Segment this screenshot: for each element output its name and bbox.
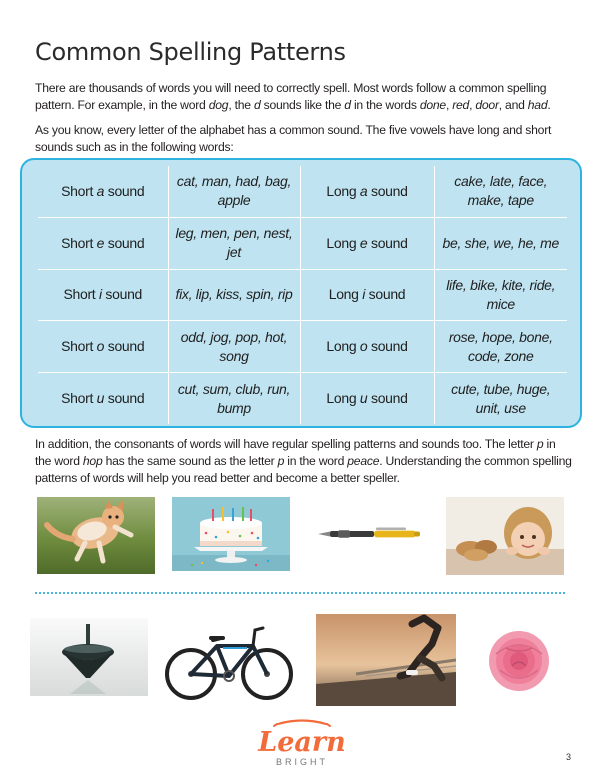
short-sound-label xyxy=(38,217,168,269)
long-sound-examples: cake, late, face, make, tape xyxy=(434,166,567,217)
table-row xyxy=(38,373,567,424)
sound-label-text: Short xyxy=(63,286,99,303)
vowel-letter: e xyxy=(96,234,105,251)
sound-label-text: sound xyxy=(101,286,143,303)
italic-word: done xyxy=(419,98,446,112)
short-sound-label xyxy=(38,373,168,424)
vowel-letter: i xyxy=(99,286,102,303)
text-run: in the word xyxy=(35,437,556,468)
sound-label-text: Short xyxy=(61,390,97,407)
long-sound-label xyxy=(300,166,434,217)
pink-rose-image xyxy=(482,624,556,698)
sound-label-text: sound xyxy=(367,338,408,355)
vowel-letter: u xyxy=(359,390,368,407)
text-run: . xyxy=(547,98,551,112)
sound-label-text: sound xyxy=(367,390,408,407)
text-run: As you know, every letter of the alphabet has a common sound. The five vowels have long and short sounds such as in the following words: xyxy=(35,123,552,154)
vowels-paragraph xyxy=(35,122,573,156)
short-sound-examples: cut, sum, club, run, bump xyxy=(168,373,300,424)
italic-word: door xyxy=(475,98,499,112)
italic-word: p xyxy=(277,454,285,468)
page-number: 3 xyxy=(566,752,572,762)
jumping-cat-image xyxy=(37,497,155,574)
short-sound-examples: odd, jog, pop, hot, song xyxy=(168,321,300,373)
vowel-letter: o xyxy=(96,338,105,355)
italic-word: d xyxy=(253,98,261,112)
sound-label-text: Long xyxy=(326,338,360,355)
text-run: in the words xyxy=(350,98,420,112)
long-sound-examples: rose, hope, bone, code, zone xyxy=(434,321,567,373)
italic-word: p xyxy=(536,437,544,451)
table-row xyxy=(38,166,567,217)
long-sound-label xyxy=(300,373,434,424)
vowel-letter: o xyxy=(359,338,368,355)
italic-word: dog xyxy=(208,98,229,112)
vowel-letter: u xyxy=(96,390,105,407)
sound-label-text: sound xyxy=(104,234,145,251)
long-sound-examples: life, bike, kite, ride, mice xyxy=(434,269,567,321)
sound-label-text: sound xyxy=(104,182,145,199)
pen-image xyxy=(316,522,422,544)
table-row xyxy=(38,269,567,321)
sound-label-text: sound xyxy=(367,182,408,199)
logo-wordmark: Learn xyxy=(258,727,346,758)
long-sound-label xyxy=(300,269,434,321)
sound-label-text: Long xyxy=(326,234,360,251)
vowel-letter: i xyxy=(362,286,366,303)
text-run: There are thousands of words you will need to correctly spell. Most words follow a common spelling pattern. For example, in the word xyxy=(35,81,547,112)
bicycle-image xyxy=(163,616,295,704)
vowel-letter: a xyxy=(96,182,105,199)
italic-word: peace xyxy=(347,454,380,468)
sound-label-text: Long xyxy=(326,390,360,407)
sound-label-text: sound xyxy=(365,286,406,303)
sound-label-text: sound xyxy=(367,234,408,251)
italic-word: red xyxy=(452,98,470,112)
short-sound-label xyxy=(38,269,168,321)
vowel-letter: a xyxy=(359,182,368,199)
vowel-letter: e xyxy=(359,234,368,251)
logo-subtitle: BRIGHT xyxy=(275,757,329,767)
text-run: , and xyxy=(498,98,528,112)
short-sound-label xyxy=(38,321,168,373)
girl-peeking-image xyxy=(446,497,564,575)
intro-paragraph xyxy=(35,80,573,114)
long-sound-label xyxy=(300,321,434,373)
sound-label-text: Short xyxy=(61,234,97,251)
italic-word: hop xyxy=(82,454,103,468)
italic-word: had xyxy=(527,98,548,112)
text-run: , xyxy=(445,98,453,112)
runner-image xyxy=(316,614,456,706)
short-sound-examples: leg, men, pen, nest, jet xyxy=(168,217,300,269)
long-sound-examples: cute, tube, huge, unit, use xyxy=(434,373,567,424)
section-divider xyxy=(35,592,565,594)
text-run: , xyxy=(469,98,476,112)
sound-label-text: Long xyxy=(328,286,363,303)
short-sound-examples: fix, lip, kiss, spin, rip xyxy=(168,269,300,321)
long-sound-examples: be, she, we, he, me xyxy=(434,217,567,269)
learn-bright-logo xyxy=(248,718,356,770)
text-run: sounds like the xyxy=(260,98,345,112)
sound-label-text: sound xyxy=(104,338,145,355)
short-sound-label xyxy=(38,166,168,217)
text-run: . Understanding the common spelling patterns of words will help you read better and become a better speller. xyxy=(35,454,572,485)
sound-label-text: Short xyxy=(61,338,97,355)
sound-label-text: sound xyxy=(104,390,145,407)
text-run: , the xyxy=(228,98,254,112)
long-sound-label xyxy=(300,217,434,269)
birthday-cake-image xyxy=(172,497,290,571)
page-title: Common Spelling Patterns xyxy=(35,38,346,66)
sound-label-text: Short xyxy=(61,182,97,199)
sound-label-text: Long xyxy=(326,182,360,199)
text-run: has the same sound as the letter xyxy=(102,454,278,468)
spinning-top-image xyxy=(30,618,148,696)
table-row xyxy=(38,217,567,269)
short-sound-examples: cat, man, had, bag, apple xyxy=(168,166,300,217)
table-row xyxy=(38,321,567,373)
text-run: In addition, the consonants of words will have regular spelling patterns and sounds too. The letter xyxy=(35,437,537,451)
italic-word: d xyxy=(344,98,351,112)
vowel-sounds-table xyxy=(20,158,582,428)
text-run: in the word xyxy=(284,454,348,468)
consonants-paragraph xyxy=(35,436,573,487)
